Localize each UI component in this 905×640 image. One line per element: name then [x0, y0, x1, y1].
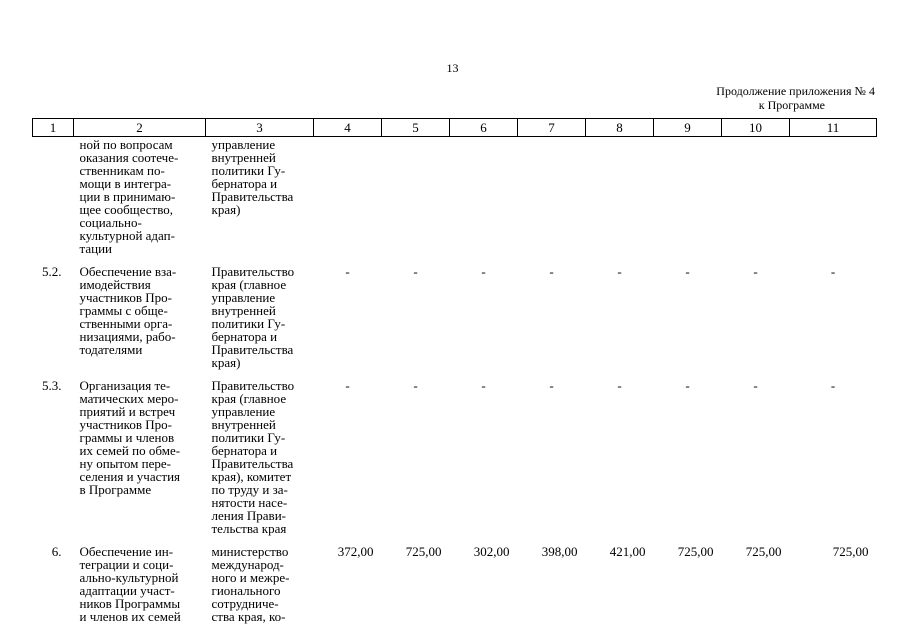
- table-row: [33, 265, 877, 379]
- table-row: [33, 137, 877, 266]
- measure-name-line: ственными орга-: [79, 316, 173, 331]
- executor-line: тельства края: [211, 521, 287, 536]
- measure-name-line: мощи в интегра-: [79, 176, 172, 191]
- measure-name-line: матических меро-: [79, 391, 179, 406]
- column-header-8: 8: [586, 119, 654, 137]
- executor-line: края): [211, 202, 241, 217]
- value-cell-col-7: [518, 137, 586, 266]
- executor-line: ства края, ко-: [211, 609, 286, 624]
- measure-name-line: адаптации участ-: [79, 583, 175, 598]
- measure-name: [74, 379, 206, 545]
- value-cell-col-9: 725,00: [677, 544, 714, 559]
- measure-name-line: их семей по обме-: [79, 443, 181, 458]
- value-cell-col-9: -: [685, 378, 690, 393]
- row-number: 6.: [51, 544, 62, 559]
- executor-line: управление: [211, 290, 276, 305]
- value-cell-col-10: -: [753, 378, 758, 393]
- appendix-line-1: Продолжение приложения № 4: [716, 84, 875, 98]
- appendix-line-2: к Программе: [758, 98, 825, 112]
- measure-name-line: селения и участия: [79, 469, 181, 484]
- measure-name-line: низациями, рабо-: [79, 329, 176, 344]
- value-cell-col-11: -: [830, 264, 836, 279]
- measure-name-line: участников Про-: [79, 290, 172, 305]
- measure-name-line: в Программе: [79, 482, 152, 497]
- executor-line: министерство: [211, 544, 289, 559]
- executor-line: сотрудниче-: [211, 596, 279, 611]
- column-header-2: 2: [74, 119, 206, 137]
- executor-line: края (главное: [211, 391, 287, 406]
- column-header-11: 11: [790, 119, 877, 137]
- value-cell-col-11: [790, 137, 877, 266]
- executor-line: политики Гу-: [211, 430, 286, 445]
- value-cell-col-7: 398,00: [541, 544, 578, 559]
- measure-name-line: щее сообщество,: [79, 202, 174, 217]
- measure-name-line: ально-культурной: [79, 570, 179, 585]
- value-cell-col-8: -: [617, 264, 622, 279]
- measure-name-line: граммы и членов: [79, 430, 175, 445]
- measure-name-line: ников Программы: [79, 596, 181, 611]
- value-cell-col-7: -: [549, 264, 554, 279]
- value-cell-col-7: -: [549, 378, 554, 393]
- value-cell-col-11: 725,00: [832, 544, 869, 559]
- measure-name-line: культурной адап-: [79, 228, 175, 243]
- executor-line: бернатора и: [211, 443, 278, 458]
- executor: [206, 379, 314, 545]
- value-cell-col-8: -: [617, 378, 622, 393]
- value-cell-col-6: [450, 137, 518, 266]
- executor: [206, 265, 314, 379]
- measure-name: [74, 545, 206, 633]
- executor-line: Правительство: [211, 378, 295, 393]
- value-cell-col-6: -: [481, 264, 486, 279]
- value-cell-col-8: [586, 137, 654, 266]
- measure-name-line: граммы с обще-: [79, 303, 168, 318]
- table-row: [33, 545, 877, 633]
- executor-line: края), комитет: [211, 469, 292, 484]
- table-body: [33, 137, 877, 634]
- executor: [206, 137, 314, 266]
- executor-line: Правительство: [211, 264, 295, 279]
- executor-line: гионального: [211, 583, 281, 598]
- row-number: 5.3.: [42, 378, 62, 393]
- executor-line: ного и межре-: [211, 570, 290, 585]
- measure-name-line: ной по вопросам: [79, 137, 173, 152]
- executor-line: внутренней: [211, 303, 276, 318]
- executor-line: Правительства: [211, 456, 294, 471]
- value-cell-col-5: -: [413, 264, 418, 279]
- measure-name-line: тодателями: [79, 342, 143, 357]
- page-number: 13: [446, 61, 459, 75]
- measure-name-line: Обеспечение вза-: [79, 264, 177, 279]
- measure-name-line: социально-: [79, 215, 142, 230]
- column-header-3: 3: [206, 119, 314, 137]
- executor-line: края): [211, 355, 241, 370]
- column-header-4: 4: [314, 119, 382, 137]
- column-header-7: 7: [518, 119, 586, 137]
- measure-name-line: ну опытом пере-: [79, 456, 171, 471]
- executor-line: политики Гу-: [211, 163, 286, 178]
- executor-line: нятости насе-: [211, 495, 288, 510]
- executor-line: управление: [211, 404, 276, 419]
- measure-name-line: оказания соотече-: [79, 150, 179, 165]
- measure-name-line: ции в принимаю-: [79, 189, 176, 204]
- executor-line: края (главное: [211, 277, 287, 292]
- executor-line: международ-: [211, 557, 284, 572]
- executor-line: Правительства: [211, 189, 294, 204]
- value-cell-col-9: -: [685, 264, 690, 279]
- measure-name-line: и членов их семей: [79, 609, 181, 624]
- measure-name: [74, 137, 206, 266]
- value-cell-col-10: [722, 137, 790, 266]
- row-number: 5.2.: [42, 264, 62, 279]
- value-cell-col-9: [654, 137, 722, 266]
- measure-name-line: ственникам по-: [79, 163, 165, 178]
- column-header-1: 1: [33, 119, 74, 137]
- executor-line: бернатора и: [211, 329, 278, 344]
- value-cell-col-4: -: [345, 264, 350, 279]
- executor-line: внутренней: [211, 417, 276, 432]
- column-header-6: 6: [450, 119, 518, 137]
- measure-name-line: приятий и встреч: [79, 404, 176, 419]
- executor-line: бернатора и: [211, 176, 278, 191]
- measure-name-line: Организация те-: [79, 378, 171, 393]
- column-header-9: 9: [654, 119, 722, 137]
- table-row: [33, 379, 877, 545]
- executor-line: Правительства: [211, 342, 294, 357]
- measure-name-line: имодействия: [79, 277, 151, 292]
- header-row: [33, 119, 877, 137]
- measure-name-line: теграции и соци-: [79, 557, 174, 572]
- value-cell-col-10: -: [753, 264, 758, 279]
- measure-name: [74, 265, 206, 379]
- executor-line: внутренней: [211, 150, 276, 165]
- program-table: [32, 118, 877, 633]
- column-header-5: 5: [382, 119, 450, 137]
- executor-line: ления Прави-: [211, 508, 286, 523]
- value-cell-col-5: -: [413, 378, 418, 393]
- value-cell-col-11: -: [830, 378, 836, 393]
- value-cell-col-4: -: [345, 378, 350, 393]
- measure-name-line: участников Про-: [79, 417, 172, 432]
- value-cell-col-4: 372,00: [337, 544, 374, 559]
- value-cell-col-8: 421,00: [609, 544, 646, 559]
- value-cell-col-10: 725,00: [745, 544, 782, 559]
- value-cell-col-4: [314, 137, 382, 266]
- appendix-caption: [640, 84, 875, 112]
- executor-line: по труду и за-: [211, 482, 288, 497]
- executor-line: управление: [211, 137, 276, 152]
- value-cell-col-6: 302,00: [473, 544, 510, 559]
- measure-name-line: Обеспечение ин-: [79, 544, 174, 559]
- value-cell-col-6: -: [481, 378, 486, 393]
- column-header-10: 10: [722, 119, 790, 137]
- value-cell-col-5: 725,00: [405, 544, 442, 559]
- executor-line: политики Гу-: [211, 316, 286, 331]
- executor: [206, 545, 314, 633]
- row-number: [33, 137, 74, 266]
- value-cell-col-5: [382, 137, 450, 266]
- measure-name-line: тации: [79, 241, 112, 256]
